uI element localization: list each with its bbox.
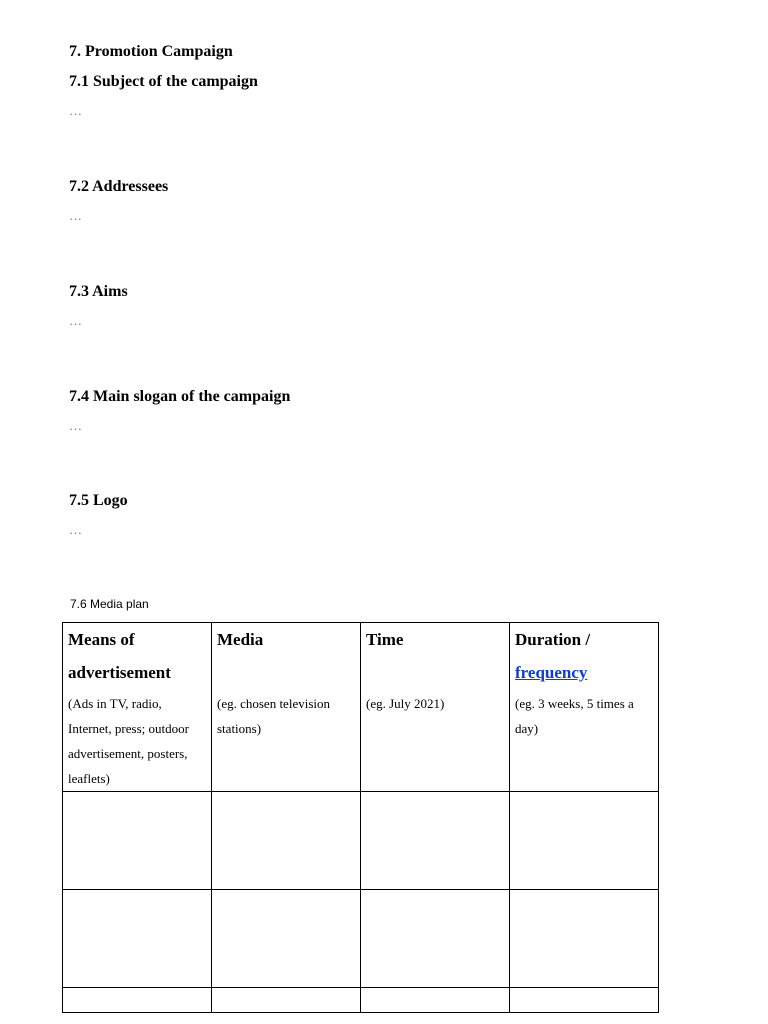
frequency-link[interactable]: frequency (515, 663, 588, 682)
column-hint-means: (Ads in TV, radio, Internet, press; outdoor advertisement, posters, leaflets) (68, 696, 189, 786)
table-cell[interactable] (212, 792, 361, 890)
table-cell[interactable] (361, 988, 510, 1013)
table-cell[interactable] (212, 890, 361, 988)
header-cell-media (212, 623, 361, 792)
aims-heading: 7.3 Aims (69, 283, 128, 300)
table-cell[interactable] (361, 792, 510, 890)
table-row (63, 890, 659, 988)
media-plan-table (62, 622, 659, 1013)
column-hint-media: (eg. chosen television stations) (217, 696, 330, 736)
column-title-duration: Duration / (515, 630, 591, 649)
table-cell[interactable] (510, 988, 659, 1013)
table-row (63, 988, 659, 1013)
section-title: 7. Promotion Campaign (69, 43, 233, 60)
column-title-media: Media (217, 630, 264, 649)
header-cell-means (63, 623, 212, 792)
table-cell[interactable] (212, 988, 361, 1013)
table-header-row (63, 623, 659, 792)
logo-placeholder: … (69, 522, 83, 537)
table-cell[interactable] (510, 792, 659, 890)
column-title-time: Time (366, 630, 404, 649)
column-hint-duration: (eg. 3 weeks, 5 times a day) (515, 696, 634, 736)
media-plan-label: 7.6 Media plan (70, 597, 149, 611)
subject-heading: 7.1 Subject of the campaign (69, 73, 258, 90)
table-cell[interactable] (361, 890, 510, 988)
column-hint-time: (eg. July 2021) (366, 696, 445, 711)
column-title-means: Means of advertisement (68, 630, 171, 682)
slogan-heading: 7.4 Main slogan of the campaign (69, 388, 291, 405)
addressees-heading: 7.2 Addressees (69, 178, 169, 195)
table-cell[interactable] (63, 988, 212, 1013)
addressees-placeholder: … (69, 208, 83, 223)
aims-placeholder: … (69, 313, 83, 328)
header-cell-duration (510, 623, 659, 792)
table-row (63, 792, 659, 890)
table-cell[interactable] (63, 792, 212, 890)
slogan-placeholder: … (69, 418, 83, 433)
header-cell-time (361, 623, 510, 792)
subject-placeholder: … (69, 103, 83, 118)
table-cell[interactable] (510, 890, 659, 988)
logo-heading: 7.5 Logo (69, 492, 128, 509)
table-cell[interactable] (63, 890, 212, 988)
